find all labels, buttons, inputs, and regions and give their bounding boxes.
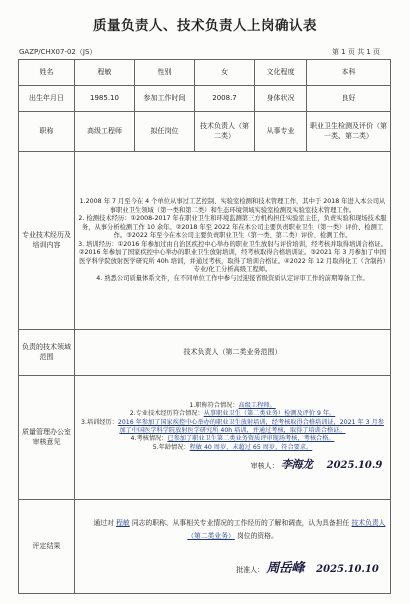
post-value: 技术负责人（第二类） (195, 112, 255, 152)
confirmation-form-table (18, 59, 391, 594)
title-label: 职称 (19, 112, 75, 152)
review-line-5: 5.年龄情况：程敏 40 周岁，未超过 65 周岁，符合要求。 (152, 443, 313, 451)
review-assessment-check: 已参加了职业卫生第二类业务资质评审现场考核，考核合格。 (167, 435, 335, 443)
conclusion-content (75, 500, 391, 594)
name-label: 姓名 (19, 60, 75, 86)
review-line-1: 1.职称符合情况：高级工程师。 (189, 402, 276, 409)
approval-date: 2025.10.10 (316, 563, 379, 575)
reviewer-label: 审核人： (250, 462, 279, 471)
review-experience-check: 从事职业卫生（第二类业务）检测及评价 9 年。 (203, 410, 336, 418)
review-line-3: 3.培训经历：2016 年参加了国家疾控中心举办的职业卫生放射培训，经考核取得合格培训证，2021 年 3 月参加了中国医学科学院放射医学研究所 40h 培训，并通过考核，取得了培训合格证。 (81, 418, 384, 435)
row-scope (19, 330, 391, 376)
reviewer-signature: 李海龙 (280, 458, 313, 472)
experience-para-3: 3. 培训经历：①2016 年参加过由自治区疾控中心举办的职业卫生放射与评价培训，经考核并取得培训合格证。②2016 年参加了国家疾控中心举办的职业卫生放射培训，经考核取得合格培训证。③2021 年 3 月参加了中国医学科学院放射医学研究所 40h 培训，并通过考核，取得了培训合格证。④2022 年 12 月取得化工（含制药）专业/化工分析高级工程师。 (78, 240, 387, 273)
conclusion-post: 技术负责人（第二类业务） (187, 518, 386, 540)
health-label: 身体状况 (255, 86, 307, 112)
row-birth (19, 86, 391, 112)
review-training-check: 2016 年参加了国家疾控中心举办的职业卫生放射培训，经考核取得合格培训证，2021 年 3 月参加了中国医学科学院放射医学研究所 40h 培训，并通过考核，取得了培训合格证。 (117, 418, 384, 435)
experience-label: 专业技术经历及培训内容 (19, 152, 75, 330)
review-line-4: 4.考核情况：已参加了职业卫生第二类业务资质评审现场考核，考核合格。 (130, 435, 335, 443)
work-start-label: 参加工作时间 (135, 86, 195, 112)
birth-label: 出生年月日 (19, 86, 75, 112)
approver-signature-line (228, 557, 387, 582)
review-age-check: 程敏 40 周岁，未超过 65 周岁，符合要求。 (189, 443, 313, 451)
page-number: 第 1 页 共 1 页 (331, 48, 380, 56)
row-experience (19, 152, 391, 330)
scope-label: 负责的技术领域范围 (19, 330, 75, 376)
review-date: 2025.10.9 (326, 460, 383, 472)
reviewer-signature-line (246, 458, 387, 473)
birth-value: 1985.10 (75, 86, 135, 112)
experience-para-2: 2. 检测技术经历：①2008-2017 年在职业卫生和环境监测第三方机构担任实验室主任，负责实验和现场技术服务，从事分析检测工作 10 余年。②2018 年至 2022 年在本公司主要负责职业卫生（第一类）评价、检测工作。③2022 年至今在本公司主要负责职业卫生（第一类、第二类）评价、检测工作。 (78, 215, 387, 239)
health-value: 良好 (307, 86, 391, 112)
row-name (19, 60, 391, 86)
major-label: 从事专业 (255, 112, 307, 152)
review-label: 质量管理办公室审核意见 (19, 376, 75, 500)
row-conclusion (19, 500, 391, 594)
experience-content (75, 152, 391, 330)
review-title-check: 高级工程师。 (238, 402, 276, 409)
major-value: 职业卫生检测及评价（第一类、第二类） (307, 112, 391, 152)
experience-para-1: 1.2008 年 7 月至今在 4 个单位从事过工艺控制、实验室检测和技术管理工作，其中于 2018 年进入本公司从事职业卫生领域（第一类和第二类）和生态环境领域实验室检测及实验室技术管理工作。 (79, 198, 386, 214)
title-value: 高级工程师 (75, 112, 135, 152)
post-label: 拟任岗位 (135, 112, 195, 152)
approver-label: 批准人： (236, 565, 265, 574)
review-line-2: 2.专业技术经历符合情况：从事职业卫生（第二类业务）检测及评价 9 年。 (129, 410, 336, 418)
gender-label: 性别 (135, 60, 195, 86)
gender-value: 女 (195, 60, 255, 86)
education-label: 文化程度 (255, 60, 307, 86)
row-title (19, 112, 391, 152)
document-code: GAZP/CHX07-02（JS） (19, 48, 97, 56)
review-content (75, 376, 391, 500)
work-start-value: 2008.7 (195, 86, 255, 112)
name-value: 程敏 (75, 60, 135, 86)
education-value: 本科 (307, 60, 391, 86)
row-review (19, 376, 391, 500)
scope-value: 技术负责人（第二类业务范围） (75, 330, 391, 376)
conclusion-person: 程敏 (116, 518, 130, 527)
experience-para-4: 4. 熟悉公司质量体系文件，在不同单位工作中参与过迎接省级资质认定评审工作的前期筹备工作。 (96, 274, 369, 282)
conclusion-text: 通过对 程敏 同志的职称、从事相关专业情况的工作经历的了解和调查，认为具备担任 技术负责人（第二类业务） 岗位的资格。 (93, 518, 386, 540)
conclusion-label: 评定结果 (19, 500, 75, 594)
document-title: 质量负责人、技术负责人上岗确认表 (93, 18, 317, 34)
approver-signature: 周岳峰 (266, 560, 304, 576)
